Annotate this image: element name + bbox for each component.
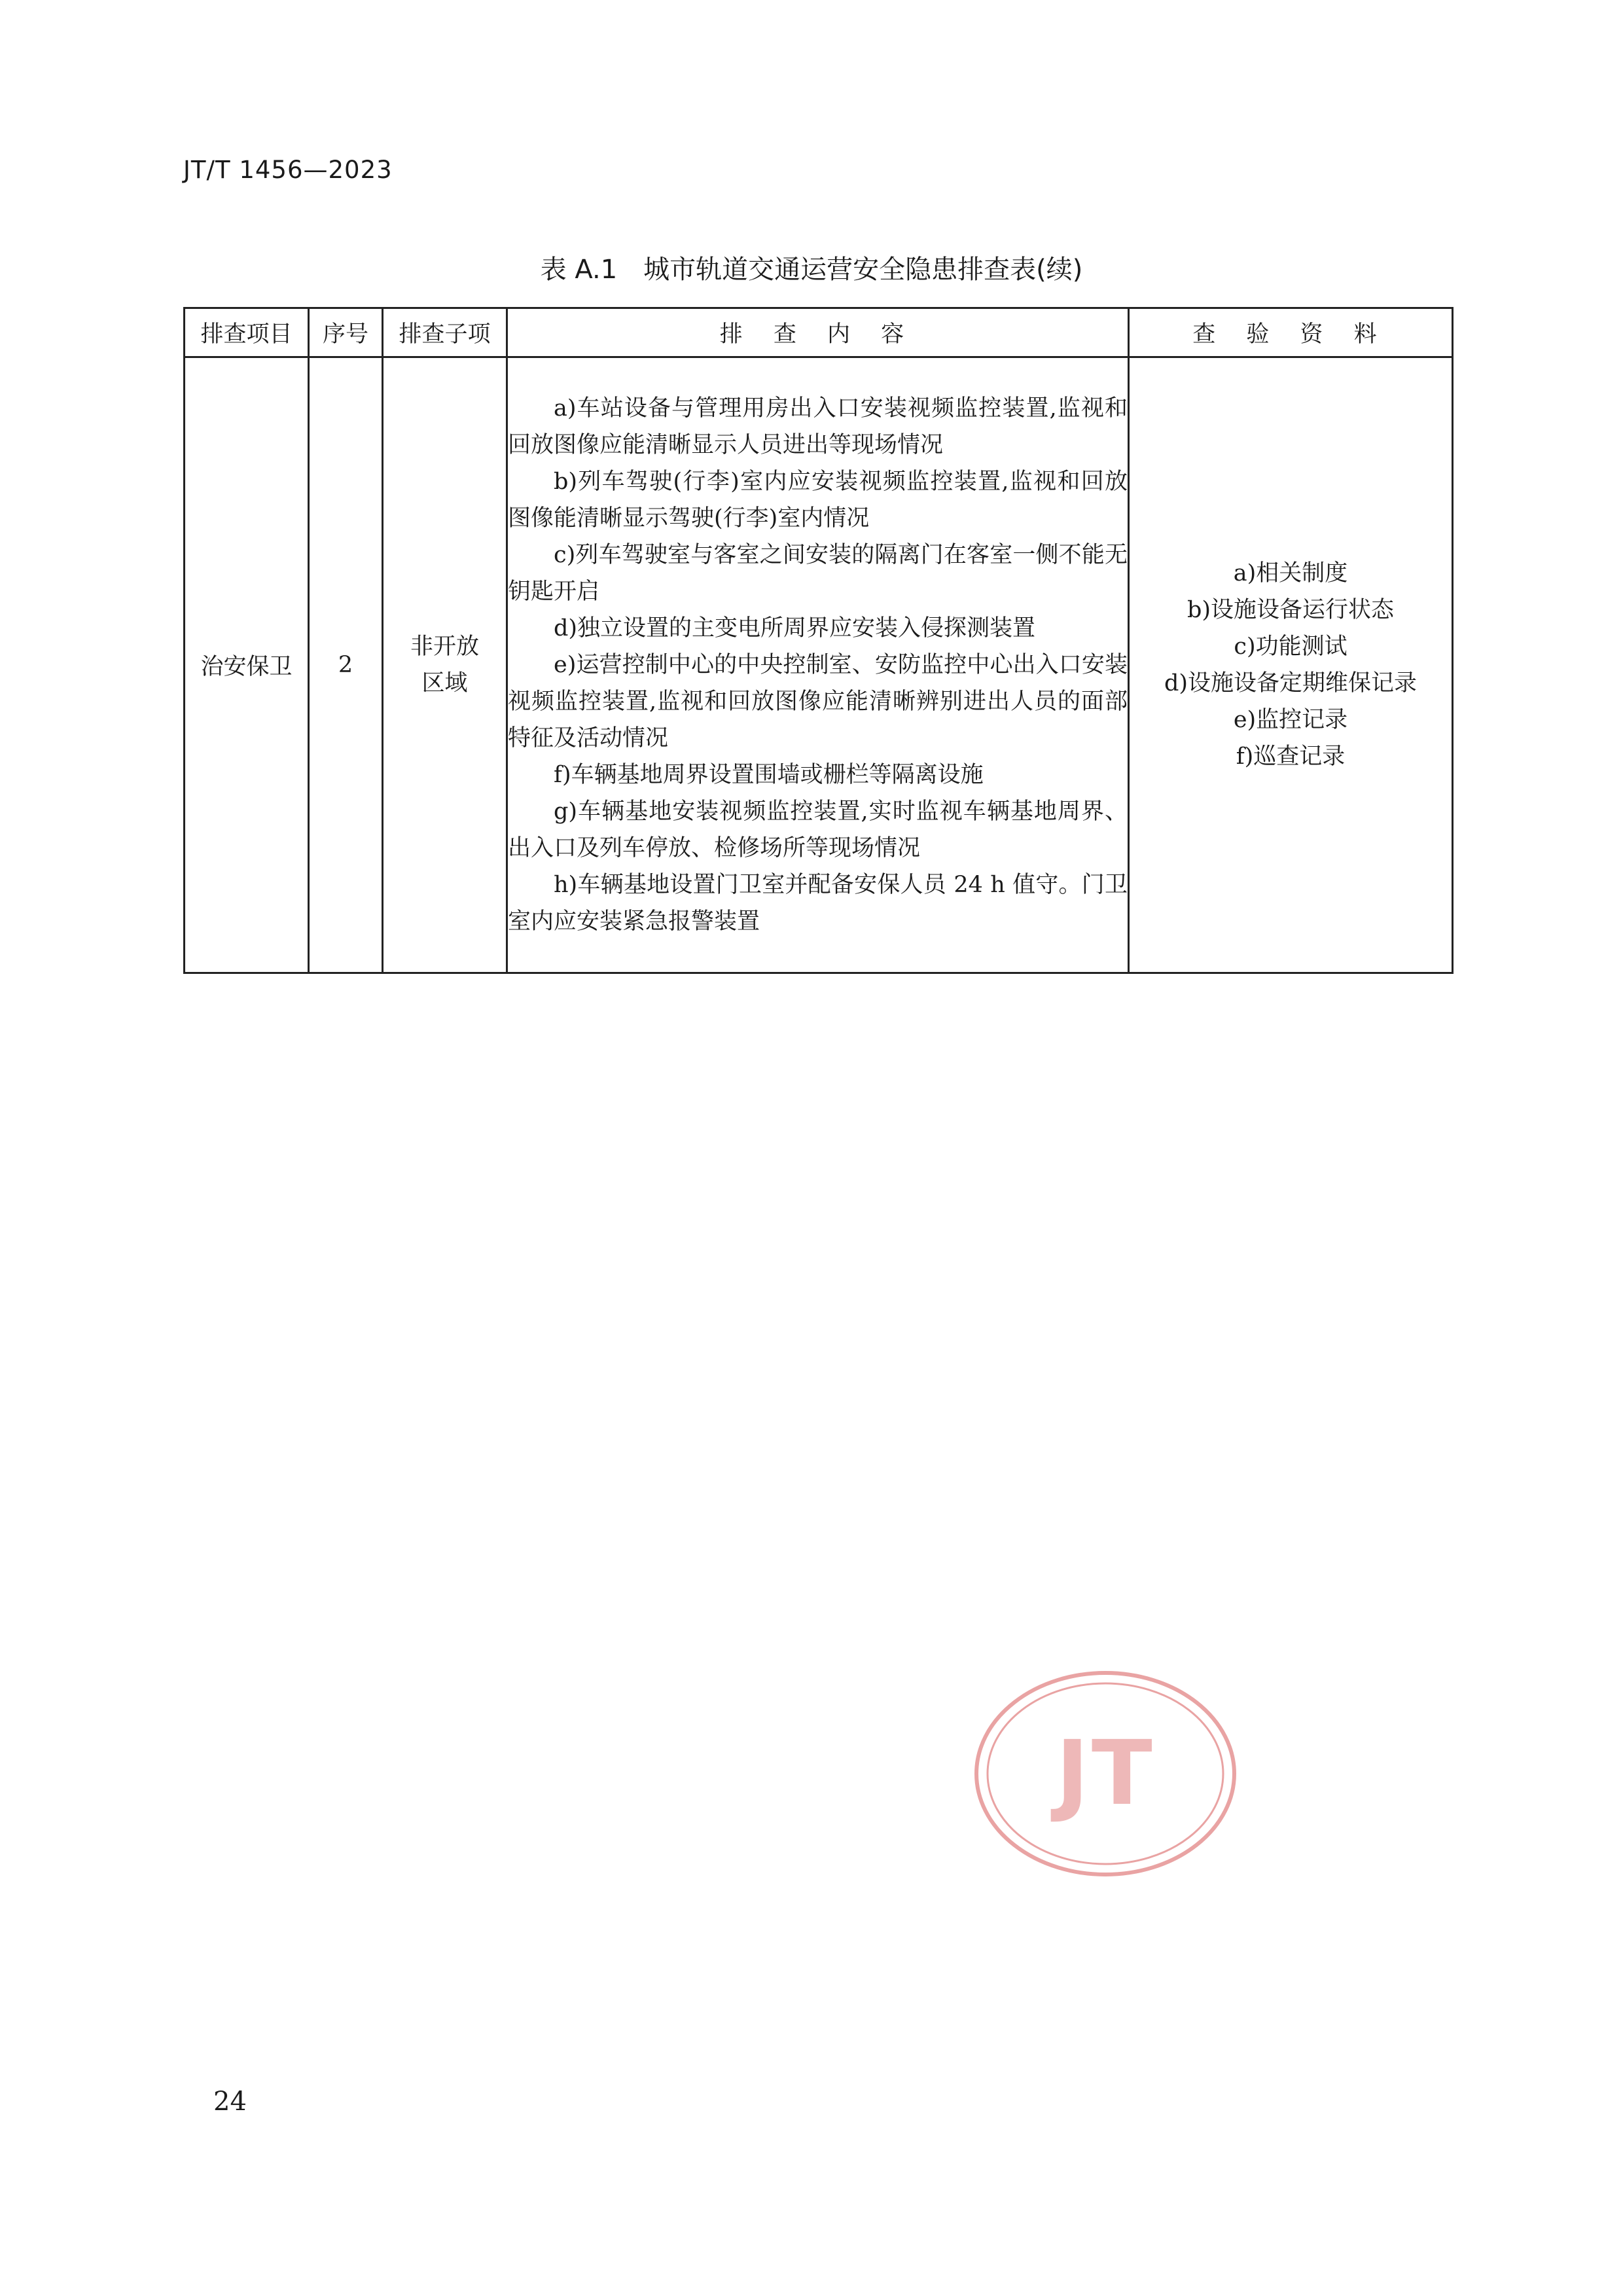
column-header-content: 排 查 内 容 xyxy=(507,308,1129,357)
jt-logo-stamp xyxy=(974,1670,1237,1877)
standard-code: JT/T 1456—2023 xyxy=(183,156,393,184)
project-cell: 治安保卫 xyxy=(185,357,309,973)
material-item-e: e)监控记录 xyxy=(1233,707,1348,733)
content-item-g: g)车辆基地安装视频监控装置,实时监视车辆基地周界、出入口及列车停放、检修场所等现场情况 xyxy=(508,798,1128,861)
subitem-cell xyxy=(383,357,507,973)
column-header-serial: 序号 xyxy=(309,308,383,357)
content-item-e: e)运营控制中心的中央控制室、安防监控中心出入口安装视频监控装置,监视和回放图像应能清晰辨别进出人员的面部特征及活动情况 xyxy=(508,652,1128,751)
column-header-materials: 查 验 资 料 xyxy=(1129,308,1453,357)
material-item-a: a)相关制度 xyxy=(1233,560,1348,586)
column-header-subitem: 排查子项 xyxy=(383,308,507,357)
material-item-b: b)设施设备运行状态 xyxy=(1186,597,1395,623)
page-number: 24 xyxy=(213,2087,247,2117)
content-item-d: d)独立设置的主变电所周界应安装入侵探测装置 xyxy=(554,615,1036,641)
table-row xyxy=(185,357,1453,973)
svg-text:JT: JT xyxy=(1056,1722,1155,1825)
content-cell xyxy=(507,357,1129,973)
table-header-row xyxy=(185,308,1453,357)
materials-cell xyxy=(1129,357,1453,973)
inspection-table xyxy=(183,307,1454,974)
content-item-a: a)车站设备与管理用房出入口安装视频监控装置,监视和回放图像应能清晰显示人员进出等现场情况 xyxy=(508,395,1128,458)
content-item-b: b)列车驾驶(行李)室内应安装视频监控装置,监视和回放图像能清晰显示驾驶(行李)室内情况 xyxy=(508,469,1128,531)
column-header-project: 排查项目 xyxy=(185,308,309,357)
material-item-c: c)功能测试 xyxy=(1234,634,1347,660)
content-item-h: h)车辆基地设置门卫室并配备安保人员 24 h 值守。门卫室内应安装紧急报警装置 xyxy=(508,872,1128,935)
table-title xyxy=(0,249,1623,286)
table-title-text: 城市轨道交通运营安全隐患排查表(续) xyxy=(643,255,1083,285)
subitem-line: 非开放 xyxy=(410,634,479,660)
subitem-line: 区域 xyxy=(421,670,468,696)
material-item-f: f)巡查记录 xyxy=(1236,744,1346,770)
content-item-f: f)车辆基地周界设置围墙或栅栏等隔离设施 xyxy=(554,762,984,788)
content-item-c: c)列车驾驶室与客室之间安装的隔离门在客室一侧不能无钥匙开启 xyxy=(508,542,1128,605)
material-item-d: d)设施设备定期维保记录 xyxy=(1164,670,1418,696)
serial-cell: 2 xyxy=(309,357,383,973)
table-number: 表 A.1 xyxy=(540,255,618,285)
